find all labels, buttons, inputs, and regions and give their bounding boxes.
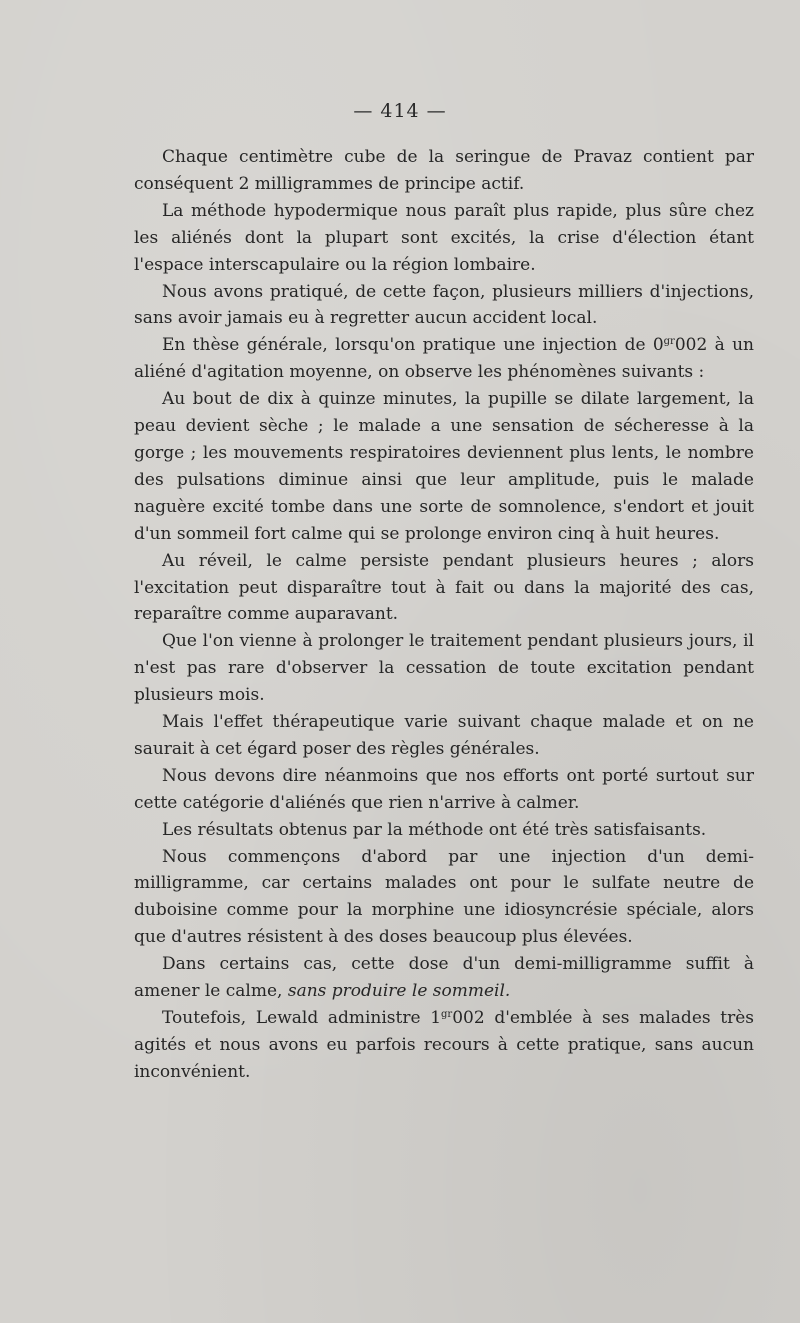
paragraph: Que l'on vienne à prolonger le traitement pendant plusieurs jours, il n'est pas rare d'observer la cessation de toute excitation pendant plusieurs mois.: [134, 631, 754, 706]
body-text: [134, 144, 754, 1086]
italic-text: sans produire le sommeil.: [287, 981, 511, 1002]
page-number: — 414 —: [353, 100, 447, 122]
paragraph-text: En thèse générale, lorsqu'on pratique une injection de 0: [162, 335, 664, 356]
paragraph: [134, 1005, 754, 1086]
paragraph-text: 002 d'emblée à ses malades très agités et nous avons eu parfois recours à cette pratique, sans aucun inconvénient.: [134, 1008, 754, 1082]
paragraph-text: Toutefois, Lewald administre 1: [162, 1008, 442, 1028]
unit-superscript: gr: [663, 336, 675, 348]
paragraph: Les résultats obtenus par la méthode ont été très satisfaisants.: [162, 819, 707, 840]
paragraph: Au réveil, le calme persiste pendant plusieurs heures ; alors l'excitation peut disparaître tout à fait ou dans la majorité des cas, reparaître comme auparavant.: [134, 550, 754, 625]
paragraph: La méthode hypodermique nous paraît plus rapide, plus sûre chez les aliénés dont la plupart sont excités, la crise d'élection étant l'espace interscapulaire ou la région lombaire.: [134, 200, 754, 275]
paragraph: Au bout de dix à quinze minutes, la pupille se dilate largement, la peau devient sèche ; le malade a une sensation de sécheresse à la gorge ; les mouvements respiratoires deviennent plus lents, le nombre des pulsations diminue ainsi que leur amplitude, puis le malade naguère excité tombe dans une sorte de somnolence, s'endort et jouit d'un sommeil fort calme qui se prolonge environ cinq à huit heures.: [134, 389, 754, 544]
paragraph: Nous commençons d'abord par une injection d'un demi-milligramme, car certains malades ont pour le sulfate neutre de duboisine comme pour la morphine une idiosyncrésie spéciale, alors que d'autres résistent à des doses beaucoup plus élevées.: [134, 846, 754, 948]
unit-superscript: gr: [441, 1009, 453, 1020]
paragraph-text: Dans certains cas, cette dose d'un demi-milligramme suffit à amener le calme,: [134, 954, 754, 1002]
paragraph: Nous avons pratiqué, de cette façon, plusieurs milliers d'injections, sans avoir jamais eu à regretter aucun accident local.: [134, 281, 754, 329]
paragraph: [134, 951, 754, 1005]
paragraph: Chaque centimètre cube de la seringue de Pravaz contient par conséquent 2 milligrammes de principe actif.: [134, 147, 754, 194]
paragraph-text: 002 à un aliéné d'agitation moyenne, on observe les phénomènes suivants :: [134, 335, 754, 383]
paragraph: [134, 332, 754, 386]
paragraph: Nous devons dire néanmoins que nos efforts ont porté surtout sur cette catégorie d'aliénés que rien n'arrive à calmer.: [134, 765, 754, 813]
paragraph: Mais l'effet thérapeutique varie suivant chaque malade et on ne saurait à cet égard poser des règles générales.: [134, 712, 754, 759]
